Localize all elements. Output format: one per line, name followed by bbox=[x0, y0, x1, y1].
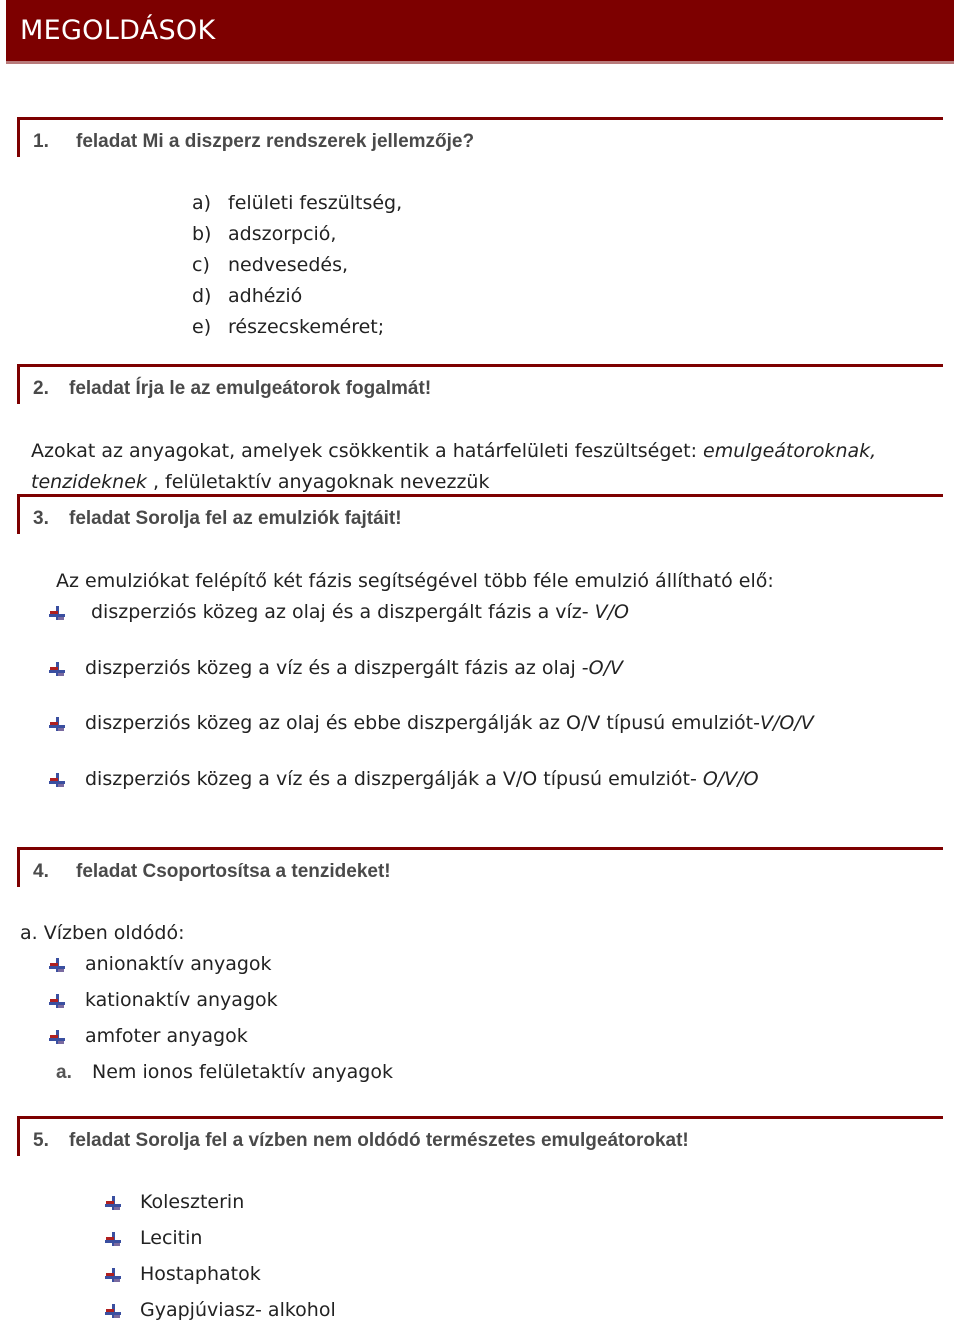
question-4-title: feladat Csoportosítsa a tenzideket! bbox=[76, 861, 391, 882]
bullet-icon bbox=[49, 957, 65, 973]
question-3-intro: Az emulziókat felépítő két fázis segítségével több féle emulzió állítható elő: bbox=[56, 570, 774, 592]
emulsion-type-item: diszperziós közeg a víz és a diszpergált fázis az olaj -O/V bbox=[85, 657, 623, 679]
title-banner bbox=[6, 0, 954, 64]
question-1-title: feladat Mi a diszperz rendszerek jellemzője? bbox=[76, 131, 475, 152]
question-1-header bbox=[17, 117, 943, 157]
question-3-header bbox=[17, 494, 943, 534]
question-2-number: 2. bbox=[33, 378, 49, 399]
option-e: e) részecskeméret; bbox=[192, 316, 385, 338]
bullet-icon bbox=[105, 1231, 121, 1247]
emulsifier-item: Lecitin bbox=[140, 1227, 203, 1249]
bullet-icon bbox=[49, 772, 65, 788]
surfactant-item: kationaktív anyagok bbox=[85, 989, 278, 1011]
bullet-icon bbox=[49, 993, 65, 1009]
group-b-item: a. Nem ionos felületaktív anyagok bbox=[56, 1061, 393, 1083]
question-5-title: feladat Sorolja fel a vízben nem oldódó természetes emulgeátorokat! bbox=[69, 1130, 689, 1151]
question-3-number: 3. bbox=[33, 508, 49, 529]
question-2-header bbox=[17, 364, 943, 404]
question-2-title: feladat Írja le az emulgeátorok fogalmát! bbox=[69, 378, 432, 399]
question-5-number: 5. bbox=[33, 1130, 49, 1151]
bullet-icon bbox=[105, 1267, 121, 1283]
question-5-header bbox=[17, 1116, 943, 1156]
question-2-answer-line-1: Azokat az anyagokat, amelyek csökkentik a határfelületi feszültséget: emulgeátoroknak, bbox=[31, 440, 877, 462]
bullet-icon bbox=[105, 1195, 121, 1211]
bullet-icon bbox=[105, 1303, 121, 1319]
bullet-icon bbox=[49, 716, 65, 732]
question-4-number: 4. bbox=[33, 861, 49, 882]
emulsion-type-item: diszperziós közeg a víz és a diszpergálják a V/O típusú emulziót- O/V/O bbox=[85, 768, 759, 790]
bullet-icon bbox=[49, 1029, 65, 1045]
surfactant-item: anionaktív anyagok bbox=[85, 953, 272, 975]
emulsifier-item: Hostaphatok bbox=[140, 1263, 261, 1285]
option-d: d) adhézió bbox=[192, 285, 303, 307]
question-1-number: 1. bbox=[33, 131, 49, 152]
question-4-header bbox=[17, 847, 943, 887]
page-title: MEGOLDÁSOK bbox=[20, 15, 216, 46]
emulsifier-item: Koleszterin bbox=[140, 1191, 245, 1213]
emulsion-type-item: diszperziós közeg az olaj és ebbe diszpergálják az O/V típusú emulziót-V/O/V bbox=[85, 712, 814, 734]
question-3-title: feladat Sorolja fel az emulziók fajtáit! bbox=[69, 508, 402, 529]
surfactant-item: amfoter anyagok bbox=[85, 1025, 248, 1047]
emulsifier-item: Gyapjúviasz- alkohol bbox=[140, 1299, 336, 1321]
bullet-icon bbox=[49, 661, 65, 677]
bullet-icon bbox=[49, 605, 65, 621]
option-c: c) nedvesedés, bbox=[192, 254, 349, 276]
emulsion-type-item: diszperziós közeg az olaj és a diszpergált fázis a víz- V/O bbox=[91, 601, 629, 623]
group-a-heading: a. Vízben oldódó: bbox=[20, 922, 185, 944]
option-b: b) adszorpció, bbox=[192, 223, 337, 245]
group-b-mark: a. bbox=[56, 1062, 72, 1083]
question-2-answer-line-2: tenzideknek , felületaktív anyagoknak nevezzük bbox=[31, 471, 490, 493]
option-a: a) felületi feszültség, bbox=[192, 192, 403, 214]
